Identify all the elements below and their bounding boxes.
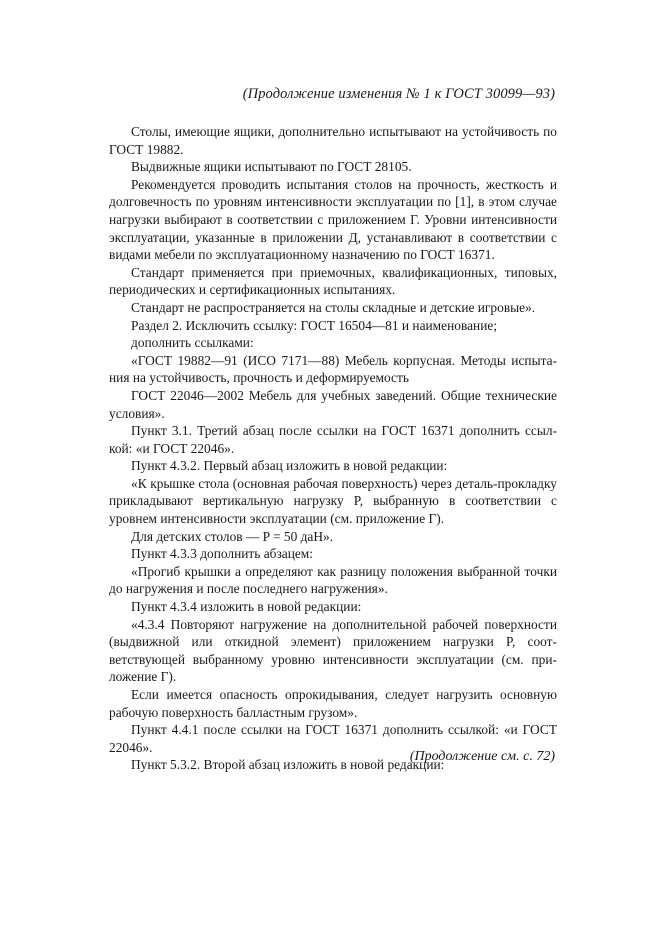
paragraph: Для детских столов — P = 50 даН». <box>131 528 334 544</box>
paragraph: дополнить ссылками: <box>131 335 254 351</box>
page-header-continuation: (Продолжение изменения № 1 к ГОСТ 30099—93) <box>242 86 555 102</box>
paragraph: Если имеется опасность опрокидывания, следует нагрузить основную рабочую поверхность балластным грузом». <box>109 687 557 720</box>
paragraph: Пункт 4.3.4 изложить в новой редакции: <box>131 599 362 615</box>
paragraph: Стандарт не распространяется на столы складные и детские игровые». <box>131 299 536 315</box>
paragraph: Выдвижные ящики испытывают по ГОСТ 28105. <box>131 159 412 175</box>
paragraph: Столы, имеющие ящики, дополнительно испытывают на устойчивость по ГОСТ 19882. <box>109 124 557 157</box>
paragraph: Раздел 2. Исключить ссылку: ГОСТ 16504—81 и наименование; <box>131 317 498 333</box>
paragraph: «Прогиб крышки a определяют как разницу положения выбранной точки до нагружения и после последнего нагружения». <box>109 563 557 597</box>
paragraph: «4.3.4 Повторяют нагружение на дополнительной рабочей поверхности (выдвижной или откидной элемент) приложением нагрузки P, соответствующей выбранному уровню интенсивности эксплуатации (см. приложение Г). <box>109 616 557 685</box>
paragraph: Пункт 4.4.1 после ссылки на ГОСТ 16371 дополнить ссылкой: «и ГОСТ 22046». <box>109 722 557 755</box>
paragraph: Пункт 4.3.3 дополнить абзацем: <box>131 546 313 562</box>
document-body <box>109 123 557 774</box>
paragraph: ГОСТ 22046—2002 Мебель для учебных заведений. Общие технические условия». <box>109 387 557 421</box>
paragraph: Пункт 5.3.2. Второй абзац изложить в новой редакции: <box>131 757 445 773</box>
paragraph: «К крышке стола (основная рабочая поверхность) через деталь-прокладку прикладывают вертикальную нагрузку P, выбранную в соответствии с уровнем интенсивности эксплуатации (см. приложение Г). <box>109 475 557 527</box>
page-footer-continuation: (Продолжение см. с. 72) <box>409 749 555 764</box>
paragraph: Стандарт применяется при приемочных, квалификационных, типовых, периодических и сертификационных испытаниях. <box>109 264 557 298</box>
paragraph: Пункт 3.1. Третий абзац после ссылки на ГОСТ 16371 дополнить ссылкой: «и ГОСТ 22046». <box>109 423 557 456</box>
paragraph: Рекомендуется проводить испытания столов на прочность, жесткость и долговечность по уровням интенсивности эксплуатации по [1], в этом случае нагрузки выбирают в соответствии с приложением Г. Уровни интенсивности эксплуатации, указанные в приложении Д, устанавливают в соответствии с видами мебели по эксплуатационному назначению по ГОСТ 16371. <box>109 176 557 263</box>
paragraph: «ГОСТ 19882—91 (ИСО 7171—88) Мебель корпусная. Методы испытания на устойчивость, прочность и деформируемость <box>109 352 557 386</box>
paragraph: Пункт 4.3.2. Первый абзац изложить в новой редакции: <box>131 458 448 474</box>
